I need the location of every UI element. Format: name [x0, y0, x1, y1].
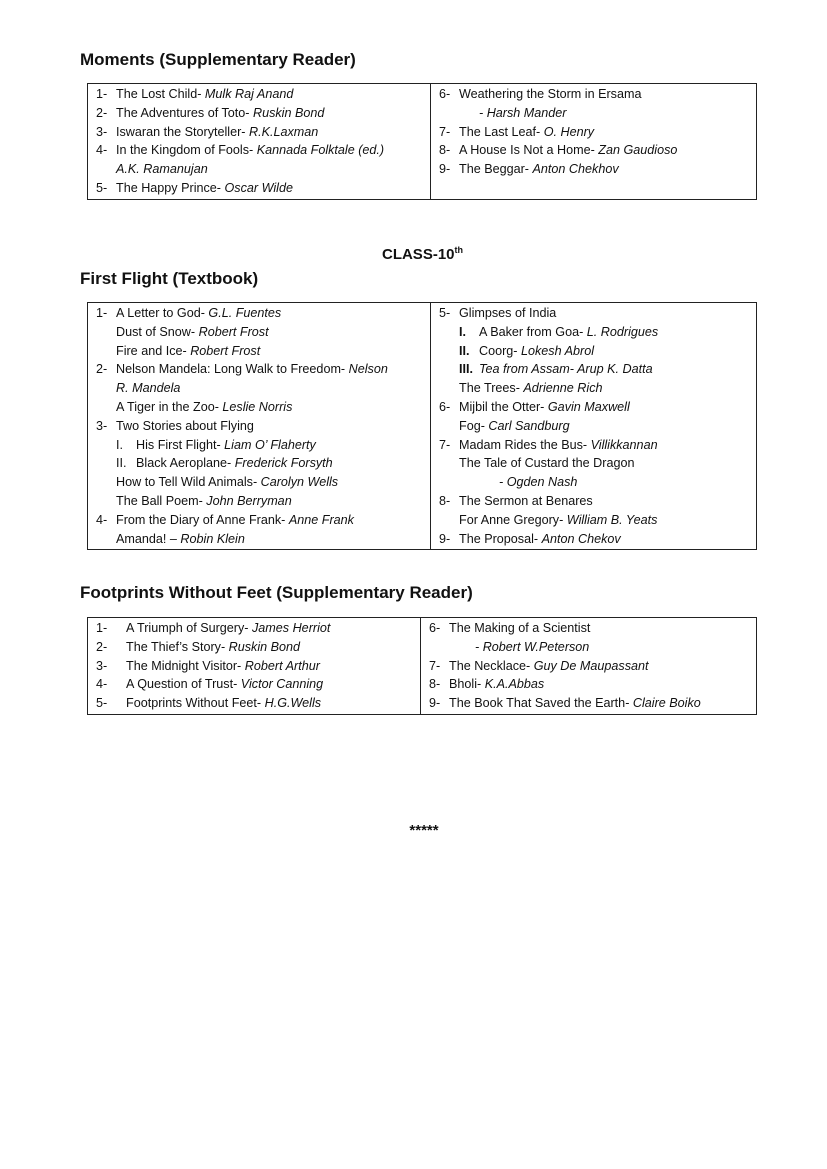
list-item: 7- The Necklace- Guy De Maupassant	[429, 658, 649, 673]
first-flight-col-2	[431, 303, 757, 550]
footprints-heading: Footprints Without Feet (Supplementary Reader)	[80, 583, 473, 602]
footprints-table	[87, 617, 757, 715]
first-flight-heading: First Flight (Textbook)	[80, 269, 259, 288]
list-item: 5- Glimpses of India	[439, 306, 557, 320]
list-item: 2- The Adventures of Toto- Ruskin Bond	[96, 105, 325, 120]
sub-list-item: II. Black Aeroplane- Frederick Forsyth	[116, 456, 333, 471]
list-item: A Tiger in the Zoo- Leslie Norris	[116, 399, 293, 414]
moments-heading: Moments (Supplementary Reader)	[80, 50, 356, 69]
list-item-continuation: R. Mandela	[116, 381, 181, 396]
sub-list-item: III. Tea from Assam- Arup K. Datta	[459, 362, 653, 377]
sub-list-item: I. His First Flight- Liam O’ Flaherty	[116, 437, 316, 452]
list-item: 1- A Triumph of Surgery- James Herriot	[96, 621, 331, 635]
list-item: 7- The Last Leaf- O. Henry	[439, 124, 595, 139]
list-item: Fire and Ice- Robert Frost	[116, 343, 261, 358]
list-item: 4- A Question of Trust- Victor Canning	[96, 677, 324, 692]
list-item: 2- Nelson Mandela: Long Walk to Freedom- Nelson	[96, 362, 388, 377]
list-item: How to Tell Wild Animals- Carolyn Wells	[116, 475, 339, 490]
list-item-continuation: A.K. Ramanujan	[116, 162, 208, 177]
moments-table	[87, 83, 757, 200]
list-item: 2- The Thief’s Story- Ruskin Bond	[96, 639, 301, 654]
class-heading: CLASS-10th	[381, 245, 464, 263]
list-item: 8- Bholi- K.A.Abbas	[429, 677, 545, 692]
list-item: 9- The Book That Saved the Earth- Claire Boiko	[429, 696, 701, 711]
sub-list-item: I. A Baker from Goa- L. Rodrigues	[459, 324, 659, 339]
list-item: The Ball Poem- John Berryman	[116, 493, 292, 508]
list-item: 9- The Proposal- Anton Chekov	[439, 531, 621, 546]
list-item-continuation: - Robert W.Peterson	[475, 639, 590, 654]
list-item: For Anne Gregory- William B. Yeats	[459, 512, 658, 527]
list-item: Fog- Carl Sandburg	[459, 418, 570, 433]
list-item: 5- The Happy Prince- Oscar Wilde	[96, 180, 293, 195]
first-flight-table	[87, 302, 757, 550]
list-item: 8- A House Is Not a Home- Zan Gaudioso	[439, 143, 678, 158]
list-item: 3- Two Stories about Flying	[96, 418, 254, 433]
list-item: 6- The Making of a Scientist	[429, 621, 591, 635]
list-item: 6- Mijbil the Otter- Gavin Maxwell	[439, 399, 630, 414]
end-mark: *****	[409, 822, 439, 839]
list-item: The Trees- Adrienne Rich	[459, 381, 603, 396]
list-item: 4- From the Diary of Anne Frank- Anne Frank	[96, 512, 354, 527]
list-item: 7- Madam Rides the Bus- Villikkannan	[439, 437, 658, 452]
list-item: 6- Weathering the Storm in Ersama	[439, 87, 642, 101]
list-item-continuation: - Harsh Mander	[479, 105, 567, 120]
list-item: The Tale of Custard the Dragon	[459, 456, 635, 471]
list-item: Amanda! – Robin Klein	[116, 531, 245, 546]
list-item: 5- Footprints Without Feet- H.G.Wells	[96, 696, 322, 711]
sub-list-item: II. Coorg- Lokesh Abrol	[459, 343, 595, 358]
first-flight-col-1	[88, 303, 431, 550]
footprints-col-2	[421, 618, 757, 715]
list-item: 8- The Sermon at Benares	[439, 493, 593, 508]
moments-col-1	[88, 84, 431, 200]
footprints-col-1	[88, 618, 421, 715]
list-item: 4- In the Kingdom of Fools- Kannada Folktale (ed.)	[96, 143, 385, 158]
list-item: 1- The Lost Child- Mulk Raj Anand	[96, 87, 294, 101]
list-item: Dust of Snow- Robert Frost	[116, 324, 269, 339]
list-item: 9- The Beggar- Anton Chekhov	[439, 162, 619, 177]
list-item: 1- A Letter to God- G.L. Fuentes	[96, 306, 282, 320]
list-item: 3- The Midnight Visitor- Robert Arthur	[96, 658, 320, 673]
list-item-continuation: - Ogden Nash	[499, 475, 578, 490]
list-item: 3- Iswaran the Storyteller- R.K.Laxman	[96, 124, 319, 139]
moments-col-2	[431, 84, 757, 200]
